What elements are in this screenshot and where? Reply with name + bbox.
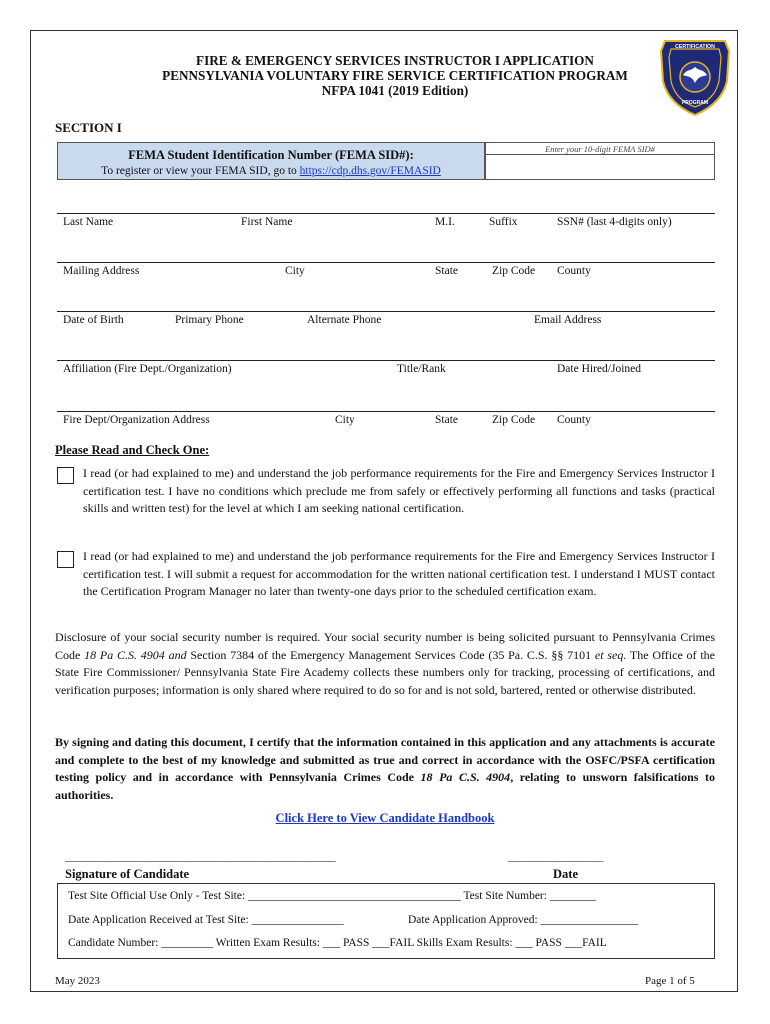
check-one-heading-colon: : [205,443,210,457]
name-row-field-line[interactable] [57,213,715,214]
check-one-heading-text: Please Read and Check One [55,443,205,457]
disclosure-citation-1: 18 Pa C.S. 4904 and [84,647,187,662]
test-site-line[interactable]: Test Site Official Use Only - Test Site: _____________________________________ Test Site Number: ________ [68,890,596,902]
fema-sid-link[interactable]: https://cdp.dhs.gov/FEMASID [299,165,441,177]
seal-bottom-text: PROGRAM [681,100,709,106]
check-one-heading [55,443,209,458]
seal-top-text: CERTIFICATION [675,44,715,50]
affiliation-label: Affiliation (Fire Dept./Organization) [63,363,232,375]
section-label: SECTION I [55,120,122,135]
certification-program-seal-icon [657,37,733,117]
disclosure-part-3: The Office of the State Fire Commissioner/ Pennsylvania State Fire Academy collects these numbers only for tracking, processing of certifications, and verification purposes; information is only shared where required to do so for and is not sold, bartered, rented or otherwise distributed. [55,647,715,697]
fema-sid-panel [57,142,485,180]
form-page [30,30,738,992]
first-name-label: First Name [241,216,293,228]
dept-zip-code-label: Zip Code [492,414,536,426]
disclosure-part-1: Disclosure of your social security number is required. Your social security number is being solicited pursuant to Pennsylvania Crimes Code [55,630,715,662]
certify-citation: 18 Pa C.S. 4904 [420,770,511,785]
dept-address-row-field-line[interactable] [57,411,715,412]
ssn-disclosure-paragraph [55,629,715,699]
date-received-line[interactable]: Date Application Received at Test Site: ________________ [68,914,344,926]
email-address-label: Email Address [534,314,602,326]
alternate-phone-label: Alternate Phone [307,314,382,326]
contact-row-field-line[interactable] [57,311,715,312]
zip-code-label: Zip Code [492,265,536,277]
disclosure-part-2: Section 7384 of the Emergency Management Services Code (35 Pa. C.S. §§ 7101 [186,647,595,662]
title-line-3: NFPA 1041 (2019 Edition) [321,83,469,98]
fema-sid-instructions-text: To register or view your FEMA SID, go to [101,165,300,177]
date-label: Date [553,867,578,881]
certify-suffix: , relating to unsworn falsifications to authorities. [55,770,716,802]
ssn-label: SSN# (last 4-digits only) [557,216,672,228]
mailing-address-label: Mailing Address [63,265,140,277]
certify-text: By signing and dating this document, I certify that the information contained in this application and any attachments is accurate and complete to the best of my knowledge and submitted as true and correct in accordance with the OSFC/PSFA certification testing policy and in accordance with Pennsylvania Crimes Code [55,735,715,785]
title-line-2: PENNSYLVANIA VOLUNTARY FIRE SERVICE CERTIFICATION PROGRAM [162,68,628,83]
official-use-box [57,883,715,959]
mailing-row-field-line[interactable] [57,262,715,263]
dept-state-label: State [435,414,458,426]
option-2-checkbox[interactable] [57,551,74,568]
state-label: State [435,265,458,277]
footer-date: May 2023 [55,975,100,987]
option-1-text: I read (or had explained to me) and understand the job performance requirements for the Fire and Emergency Services Instructor I certification test. I have no conditions which preclude me from safely or effectively performing all functions and tasks (practical skills and written test) for the level at which I am seeking national certification. [83,466,715,516]
dept-address-label: Fire Dept/Organization Address [63,414,210,426]
dept-city-label: City [335,414,355,426]
date-hired-label: Date Hired/Joined [557,363,641,375]
date-approved-line[interactable]: Date Application Approved: _________________ [408,914,639,926]
form-title [51,53,739,98]
option-1-checkbox[interactable] [57,467,74,484]
fema-sid-instructions [58,165,484,177]
dept-county-label: County [557,414,591,426]
fema-sid-hint: Enter your 10-digit FEMA SID# [545,144,655,154]
title-line-1: FIRE & EMERGENCY SERVICES INSTRUCTOR I APPLICATION [196,53,594,68]
date-of-birth-label: Date of Birth [63,314,124,326]
candidate-handbook-link[interactable]: Click Here to View Candidate Handbook [275,811,495,825]
disclosure-citation-2: et seq. [594,647,627,662]
date-line[interactable]: ___________________ [508,851,603,863]
county-label: County [557,265,591,277]
fema-sid-entry-line [486,154,714,155]
suffix-label: Suffix [489,216,518,228]
footer-page-number: Page 1 of 5 [645,975,695,987]
option-2-text: I read (or had explained to me) and understand the job performance requirements for the Fire and Emergency Services Instructor I certification test. I will submit a request for accommodation for the written national certification test. I understand I MUST contact the Certification Program Manager no later than twenty-one days prior to the scheduled certification exam. [83,549,715,599]
signature-line[interactable]: ______________________________________________________ [65,851,335,863]
city-label: City [285,265,305,277]
last-name-label: Last Name [63,216,114,228]
fema-sid-input[interactable] [485,142,715,180]
exam-results-line[interactable]: Candidate Number: _________ Written Exam Results: ___ PASS ___FAIL Skills Exam Results: ___ PASS ___FAIL [68,937,607,949]
primary-phone-label: Primary Phone [175,314,244,326]
middle-initial-label: M.I. [435,216,455,228]
fema-sid-heading: FEMA Student Identification Number (FEMA SID#): [128,148,414,162]
certification-statement [55,734,715,804]
title-rank-label: Title/Rank [397,363,446,375]
affiliation-row-field-line[interactable] [57,360,715,361]
signature-label: Signature of Candidate [65,867,190,881]
